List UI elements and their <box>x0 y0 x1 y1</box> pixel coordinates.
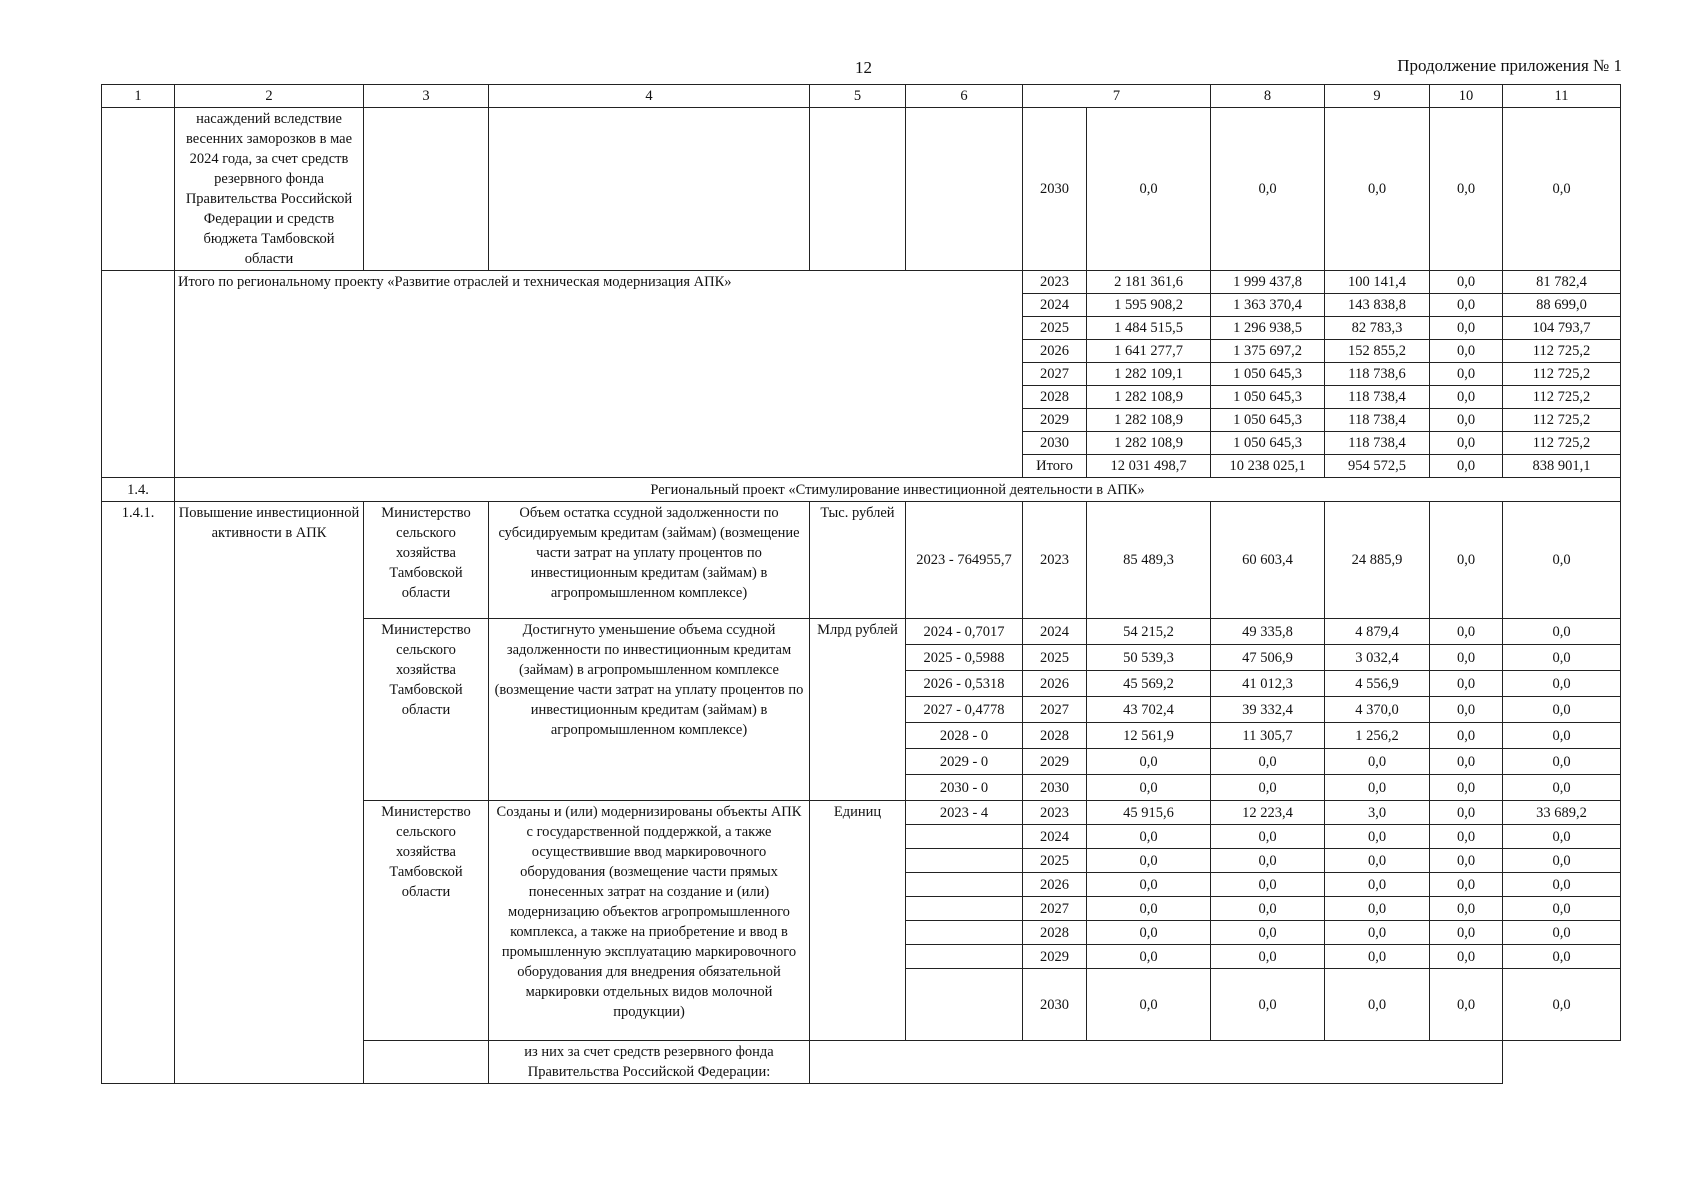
value-local: 0,0 <box>1430 502 1503 619</box>
value-total: 1 282 108,9 <box>1087 386 1211 409</box>
header-row <box>102 85 1621 108</box>
year: 2029 <box>1023 409 1087 432</box>
value-regional: 100 141,4 <box>1325 271 1430 294</box>
value-total: 12 031 498,7 <box>1087 455 1211 478</box>
value-local: 0,0 <box>1430 619 1503 645</box>
target-value <box>906 825 1023 849</box>
value-federal: 60 603,4 <box>1211 502 1325 619</box>
value-extra: 0,0 <box>1503 749 1621 775</box>
value-total: 1 641 277,7 <box>1087 340 1211 363</box>
value-regional: 954 572,5 <box>1325 455 1430 478</box>
carryover-unit-cell <box>810 108 906 271</box>
value-regional: 0,0 <box>1325 849 1430 873</box>
value-total: 0,0 <box>1087 775 1211 801</box>
target-value <box>906 849 1023 873</box>
value-federal: 1 050 645,3 <box>1211 363 1325 386</box>
value-local: 0,0 <box>1430 271 1503 294</box>
value-total: 45 915,6 <box>1087 801 1211 825</box>
year: 2029 <box>1023 749 1087 775</box>
year: 2030 <box>1023 775 1087 801</box>
value-federal: 0,0 <box>1211 921 1325 945</box>
target-value: 2026 - 0,5318 <box>906 671 1023 697</box>
value-federal: 0,0 <box>1211 775 1325 801</box>
target-value: 2024 - 0,7017 <box>906 619 1023 645</box>
page-number: 12 <box>855 58 872 77</box>
value-total: 0,0 <box>1087 921 1211 945</box>
value-regional: 24 885,9 <box>1325 502 1430 619</box>
continuation-label: Продолжение приложения № 1 <box>1397 56 1622 75</box>
target-value: 2025 - 0,5988 <box>906 645 1023 671</box>
target-value: 2023 - 4 <box>906 801 1023 825</box>
value-federal: 11 305,7 <box>1211 723 1325 749</box>
carryover-row <box>102 108 1621 271</box>
value-total: 1 282 108,9 <box>1087 409 1211 432</box>
value-total: 54 215,2 <box>1087 619 1211 645</box>
value-total: 0,0 <box>1087 108 1211 271</box>
value-local: 0,0 <box>1430 849 1503 873</box>
totals-label: Итого по региональному проекту «Развитие отраслей и техническая модернизация АПК» <box>175 271 1023 478</box>
value-regional: 0,0 <box>1325 775 1430 801</box>
target-value: 2029 - 0 <box>906 749 1023 775</box>
column-number-6: 6 <box>906 85 1023 108</box>
value-local: 0,0 <box>1430 363 1503 386</box>
value-federal: 1 050 645,3 <box>1211 432 1325 455</box>
value-local: 0,0 <box>1430 969 1503 1041</box>
value-extra: 0,0 <box>1503 108 1621 271</box>
value-regional: 0,0 <box>1325 969 1430 1041</box>
value-local: 0,0 <box>1430 825 1503 849</box>
year: 2024 <box>1023 619 1087 645</box>
year: Итого <box>1023 455 1087 478</box>
target-value <box>906 921 1023 945</box>
value-total: 43 702,4 <box>1087 697 1211 723</box>
value-total: 0,0 <box>1087 945 1211 969</box>
target-value: 2023 - 764955,7 <box>906 502 1023 619</box>
target-value <box>906 873 1023 897</box>
value-local: 0,0 <box>1430 775 1503 801</box>
target-value: 2030 - 0 <box>906 775 1023 801</box>
year: 2026 <box>1023 671 1087 697</box>
value-total: 0,0 <box>1087 825 1211 849</box>
value-extra: 0,0 <box>1503 921 1621 945</box>
value-extra: 0,0 <box>1503 619 1621 645</box>
year: 2028 <box>1023 386 1087 409</box>
column-number-9: 9 <box>1325 85 1430 108</box>
column-number-10: 10 <box>1430 85 1503 108</box>
value-local: 0,0 <box>1430 317 1503 340</box>
value-extra: 112 725,2 <box>1503 363 1621 386</box>
value-regional: 3 032,4 <box>1325 645 1430 671</box>
value-regional: 0,0 <box>1325 897 1430 921</box>
section-number: 1.4. <box>102 478 175 502</box>
value-extra: 112 725,2 <box>1503 386 1621 409</box>
value-regional: 3,0 <box>1325 801 1430 825</box>
value-local: 0,0 <box>1430 386 1503 409</box>
value-total: 0,0 <box>1087 749 1211 775</box>
value-local: 0,0 <box>1430 749 1503 775</box>
year: 2027 <box>1023 897 1087 921</box>
value-total: 12 561,9 <box>1087 723 1211 749</box>
totals-number-cell <box>102 271 175 478</box>
value-local: 0,0 <box>1430 873 1503 897</box>
value-federal: 1 050 645,3 <box>1211 409 1325 432</box>
section-row <box>102 478 1621 502</box>
indicator-executor: Министерство сельского хозяйства Тамбовской области <box>364 619 489 801</box>
column-number-2: 2 <box>175 85 364 108</box>
year: 2026 <box>1023 873 1087 897</box>
target-value: 2028 - 0 <box>906 723 1023 749</box>
column-number-11: 11 <box>1503 85 1621 108</box>
value-extra: 81 782,4 <box>1503 271 1621 294</box>
value-total: 1 484 515,5 <box>1087 317 1211 340</box>
value-extra: 0,0 <box>1503 825 1621 849</box>
column-number-4: 4 <box>489 85 810 108</box>
value-extra: 112 725,2 <box>1503 340 1621 363</box>
carryover-executor-cell <box>364 108 489 271</box>
carryover-target-cell <box>906 108 1023 271</box>
value-regional: 0,0 <box>1325 945 1430 969</box>
indicator-description: Объем остатка ссудной задолженности по субсидируемым кредитам (займам) (возмещение части затрат на уплату процентов по инвестиционным кредитам (займам) в агропромышленном комплексе) <box>489 502 810 619</box>
value-federal: 0,0 <box>1211 749 1325 775</box>
value-federal: 1 296 938,5 <box>1211 317 1325 340</box>
value-regional: 118 738,6 <box>1325 363 1430 386</box>
value-federal: 0,0 <box>1211 108 1325 271</box>
value-extra: 0,0 <box>1503 945 1621 969</box>
year: 2030 <box>1023 969 1087 1041</box>
target-value: 2027 - 0,4778 <box>906 697 1023 723</box>
target-value <box>906 969 1023 1041</box>
value-extra: 0,0 <box>1503 775 1621 801</box>
value-regional: 118 738,4 <box>1325 386 1430 409</box>
value-total: 0,0 <box>1087 873 1211 897</box>
value-local: 0,0 <box>1430 455 1503 478</box>
year: 2025 <box>1023 849 1087 873</box>
indicator-description: Созданы и (или) модернизированы объекты АПК с государственной поддержкой, а также осуществившие ввод маркировочного оборудования (возмещение части прямых понесенных затрат на создание и (или) модернизацию объектов агропромышленного комплекса, а также на приобретение и ввод в промышленную эксплуатацию маркировочного оборудования для внедрения обязательной маркировки отдельных видов молочной продукции) <box>489 801 810 1041</box>
reserve-note: из них за счет средств резервного фонда Правительства Российской Федерации: <box>489 1041 810 1084</box>
year: 2028 <box>1023 921 1087 945</box>
year: 2023 <box>1023 271 1087 294</box>
column-number-3: 3 <box>364 85 489 108</box>
value-local: 0,0 <box>1430 897 1503 921</box>
reserve-executor-cell <box>364 1041 489 1084</box>
value-federal: 47 506,9 <box>1211 645 1325 671</box>
value-regional: 118 738,4 <box>1325 432 1430 455</box>
value-total: 0,0 <box>1087 969 1211 1041</box>
value-extra: 0,0 <box>1503 873 1621 897</box>
value-local: 0,0 <box>1430 723 1503 749</box>
value-regional: 0,0 <box>1325 108 1430 271</box>
year: 2030 <box>1023 108 1087 271</box>
value-local: 0,0 <box>1430 697 1503 723</box>
year: 2027 <box>1023 697 1087 723</box>
column-number-7: 7 <box>1023 85 1211 108</box>
value-local: 0,0 <box>1430 921 1503 945</box>
column-number-8: 8 <box>1211 85 1325 108</box>
value-regional: 152 855,2 <box>1325 340 1430 363</box>
value-extra: 0,0 <box>1503 723 1621 749</box>
year: 2025 <box>1023 317 1087 340</box>
value-extra: 0,0 <box>1503 502 1621 619</box>
value-extra: 104 793,7 <box>1503 317 1621 340</box>
value-local: 0,0 <box>1430 945 1503 969</box>
value-extra: 112 725,2 <box>1503 409 1621 432</box>
value-regional: 0,0 <box>1325 825 1430 849</box>
value-regional: 118 738,4 <box>1325 409 1430 432</box>
value-total: 0,0 <box>1087 897 1211 921</box>
indicator-unit: Единиц <box>810 801 906 1041</box>
carryover-number-cell <box>102 108 175 271</box>
value-local: 0,0 <box>1430 340 1503 363</box>
section-title: Региональный проект «Стимулирование инвестиционной деятельности в АПК» <box>175 478 1621 502</box>
year: 2023 <box>1023 801 1087 825</box>
value-local: 0,0 <box>1430 801 1503 825</box>
value-extra: 0,0 <box>1503 645 1621 671</box>
reserve-empty-cell <box>810 1041 1503 1084</box>
year: 2028 <box>1023 723 1087 749</box>
item-number: 1.4.1. <box>102 502 175 1084</box>
value-total: 45 569,2 <box>1087 671 1211 697</box>
value-federal: 1 375 697,2 <box>1211 340 1325 363</box>
indicator-unit: Млрд рублей <box>810 619 906 801</box>
year: 2024 <box>1023 825 1087 849</box>
value-local: 0,0 <box>1430 671 1503 697</box>
value-regional: 0,0 <box>1325 921 1430 945</box>
value-regional: 1 256,2 <box>1325 723 1430 749</box>
indicator-unit: Тыс. рублей <box>810 502 906 619</box>
indicator-executor: Министерство сельского хозяйства Тамбовской области <box>364 801 489 1041</box>
program-table <box>101 84 1621 1084</box>
target-value <box>906 945 1023 969</box>
value-federal: 0,0 <box>1211 825 1325 849</box>
value-regional: 143 838,8 <box>1325 294 1430 317</box>
year: 2025 <box>1023 645 1087 671</box>
value-federal: 41 012,3 <box>1211 671 1325 697</box>
carryover-text: насаждений вследствие весенних заморозков в мае 2024 года, за счет средств резервного фонда Правительства Российской Федерации и средств бюджета Тамбовской области <box>175 108 364 271</box>
value-federal: 12 223,4 <box>1211 801 1325 825</box>
value-extra: 0,0 <box>1503 671 1621 697</box>
value-extra: 0,0 <box>1503 697 1621 723</box>
value-federal: 0,0 <box>1211 945 1325 969</box>
value-regional: 0,0 <box>1325 873 1430 897</box>
year: 2026 <box>1023 340 1087 363</box>
value-federal: 0,0 <box>1211 873 1325 897</box>
indicator-row <box>102 502 1621 619</box>
value-total: 2 181 361,6 <box>1087 271 1211 294</box>
value-local: 0,0 <box>1430 108 1503 271</box>
year: 2030 <box>1023 432 1087 455</box>
value-extra: 0,0 <box>1503 969 1621 1041</box>
value-federal: 0,0 <box>1211 849 1325 873</box>
value-extra: 33 689,2 <box>1503 801 1621 825</box>
value-total: 1 282 109,1 <box>1087 363 1211 386</box>
target-value <box>906 897 1023 921</box>
value-total: 85 489,3 <box>1087 502 1211 619</box>
value-federal: 1 050 645,3 <box>1211 386 1325 409</box>
value-local: 0,0 <box>1430 409 1503 432</box>
year: 2024 <box>1023 294 1087 317</box>
value-total: 1 595 908,2 <box>1087 294 1211 317</box>
carryover-indicator-cell <box>489 108 810 271</box>
value-extra: 838 901,1 <box>1503 455 1621 478</box>
value-total: 0,0 <box>1087 849 1211 873</box>
column-number-5: 5 <box>810 85 906 108</box>
value-regional: 0,0 <box>1325 749 1430 775</box>
value-regional: 4 370,0 <box>1325 697 1430 723</box>
year: 2027 <box>1023 363 1087 386</box>
value-federal: 0,0 <box>1211 969 1325 1041</box>
value-extra: 88 699,0 <box>1503 294 1621 317</box>
value-regional: 82 783,3 <box>1325 317 1430 340</box>
value-local: 0,0 <box>1430 294 1503 317</box>
value-federal: 39 332,4 <box>1211 697 1325 723</box>
year: 2029 <box>1023 945 1087 969</box>
column-number-1: 1 <box>102 85 175 108</box>
totals-row <box>102 271 1621 294</box>
value-federal: 1 999 437,8 <box>1211 271 1325 294</box>
value-extra: 0,0 <box>1503 849 1621 873</box>
indicator-executor: Министерство сельского хозяйства Тамбовской области <box>364 502 489 619</box>
value-federal: 10 238 025,1 <box>1211 455 1325 478</box>
value-regional: 4 879,4 <box>1325 619 1430 645</box>
item-name: Повышение инвестиционной активности в АПК <box>175 502 364 1084</box>
value-total: 1 282 108,9 <box>1087 432 1211 455</box>
indicator-description: Достигнуто уменьшение объема ссудной задолженности по инвестиционным кредитам (займам) в агропромышленном комплексе (возмещение части затрат на уплату процентов по инвестиционным кредитам (займам) в агропромышленном комплексе) <box>489 619 810 801</box>
value-federal: 0,0 <box>1211 897 1325 921</box>
value-federal: 1 363 370,4 <box>1211 294 1325 317</box>
value-regional: 4 556,9 <box>1325 671 1430 697</box>
value-extra: 0,0 <box>1503 897 1621 921</box>
value-local: 0,0 <box>1430 432 1503 455</box>
value-federal: 49 335,8 <box>1211 619 1325 645</box>
year: 2023 <box>1023 502 1087 619</box>
value-extra: 112 725,2 <box>1503 432 1621 455</box>
value-local: 0,0 <box>1430 645 1503 671</box>
value-total: 50 539,3 <box>1087 645 1211 671</box>
